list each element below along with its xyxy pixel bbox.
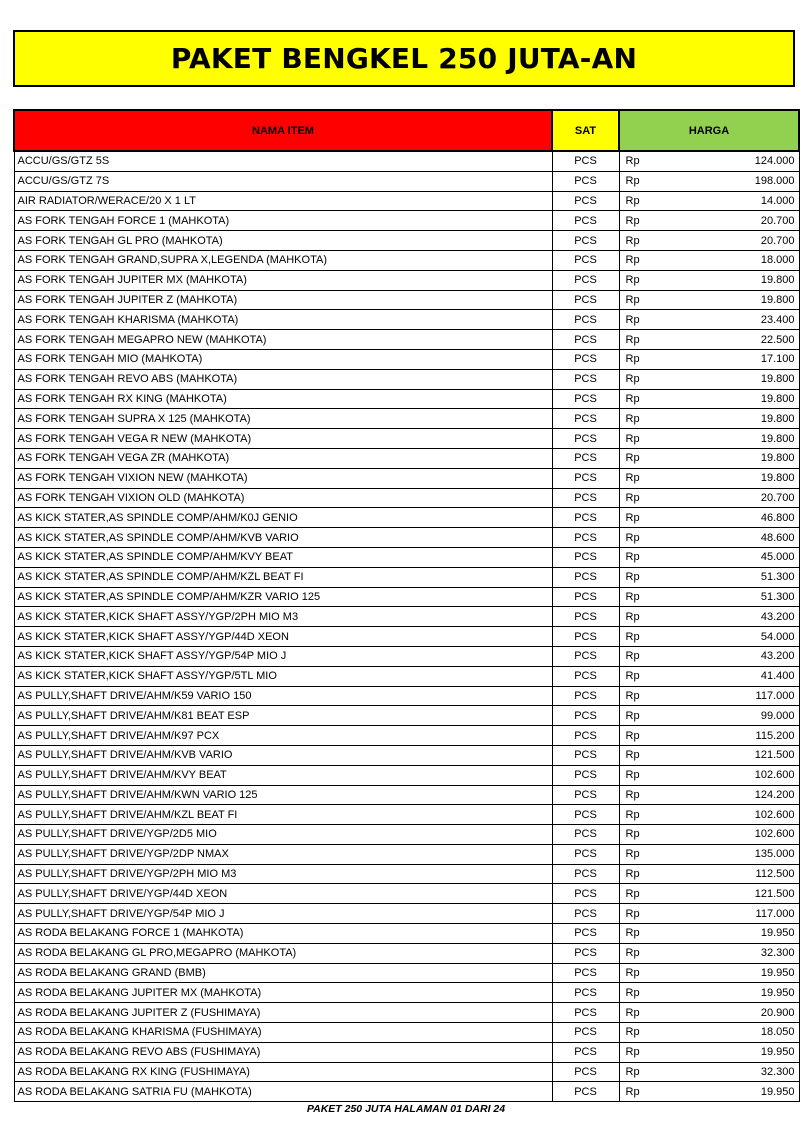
price-cell: 18.000 (669, 250, 799, 270)
currency-cell: Rp (619, 330, 669, 350)
table-row (14, 191, 799, 211)
currency-cell: Rp (619, 706, 669, 726)
price-cell: 124.200 (669, 785, 799, 805)
price-cell: 19.950 (669, 924, 799, 944)
currency-cell: Rp (619, 646, 669, 666)
currency-cell: Rp (619, 666, 669, 686)
unit-cell: PCS (552, 349, 619, 369)
currency-cell: Rp (619, 864, 669, 884)
item-name-cell: AS PULLY,SHAFT DRIVE/AHM/KVB VARIO (14, 745, 552, 765)
table-row (14, 1003, 799, 1023)
item-name-cell: AS RODA BELAKANG FORCE 1 (MAHKOTA) (14, 924, 552, 944)
price-cell: 43.200 (669, 607, 799, 627)
item-name-cell: AS FORK TENGAH GL PRO (MAHKOTA) (14, 231, 552, 251)
item-name-cell: AS KICK STATER,AS SPINDLE COMP/AHM/KZR VARIO 125 (14, 587, 552, 607)
price-cell: 19.800 (669, 389, 799, 409)
table-row (14, 468, 799, 488)
currency-cell: Rp (619, 567, 669, 587)
unit-cell: PCS (552, 646, 619, 666)
table-row (14, 1042, 799, 1062)
table-row (14, 765, 799, 785)
table-row (14, 963, 799, 983)
table-row (14, 646, 799, 666)
table-row (14, 805, 799, 825)
price-cell: 121.500 (669, 884, 799, 904)
table-header-row (14, 110, 799, 151)
currency-cell: Rp (619, 528, 669, 548)
unit-cell: PCS (552, 191, 619, 211)
currency-cell: Rp (619, 1023, 669, 1043)
table-row (14, 666, 799, 686)
item-name-cell: AS RODA BELAKANG REVO ABS (FUSHIMAYA) (14, 1042, 552, 1062)
table-row (14, 151, 799, 171)
unit-cell: PCS (552, 1042, 619, 1062)
table-row (14, 1023, 799, 1043)
table-body (14, 151, 799, 1102)
item-name-cell: AS FORK TENGAH RX KING (MAHKOTA) (14, 389, 552, 409)
price-cell: 41.400 (669, 666, 799, 686)
table-row (14, 567, 799, 587)
table-row (14, 627, 799, 647)
item-name-cell: AS FORK TENGAH REVO ABS (MAHKOTA) (14, 369, 552, 389)
unit-cell: PCS (552, 745, 619, 765)
currency-cell: Rp (619, 1062, 669, 1082)
currency-cell: Rp (619, 369, 669, 389)
price-cell: 19.950 (669, 963, 799, 983)
table-row (14, 488, 799, 508)
item-name-cell: AS RODA BELAKANG GL PRO,MEGAPRO (MAHKOTA) (14, 943, 552, 963)
currency-cell: Rp (619, 1042, 669, 1062)
item-name-cell: AS RODA BELAKANG KHARISMA (FUSHIMAYA) (14, 1023, 552, 1043)
unit-cell: PCS (552, 508, 619, 528)
price-cell: 17.100 (669, 349, 799, 369)
price-cell: 19.950 (669, 983, 799, 1003)
unit-cell: PCS (552, 983, 619, 1003)
table-row (14, 369, 799, 389)
unit-cell: PCS (552, 171, 619, 191)
item-name-cell: AS KICK STATER,AS SPINDLE COMP/AHM/K0J GENIO (14, 508, 552, 528)
table-row (14, 983, 799, 1003)
unit-cell: PCS (552, 607, 619, 627)
currency-cell: Rp (619, 884, 669, 904)
header-sat: SAT (552, 110, 619, 151)
currency-cell: Rp (619, 904, 669, 924)
currency-cell: Rp (619, 825, 669, 845)
currency-cell: Rp (619, 508, 669, 528)
unit-cell: PCS (552, 429, 619, 449)
currency-cell: Rp (619, 191, 669, 211)
unit-cell: PCS (552, 468, 619, 488)
item-name-cell: AS PULLY,SHAFT DRIVE/AHM/K59 VARIO 150 (14, 686, 552, 706)
title-banner (13, 30, 795, 87)
price-cell: 117.000 (669, 904, 799, 924)
currency-cell: Rp (619, 171, 669, 191)
currency-cell: Rp (619, 1082, 669, 1102)
currency-cell: Rp (619, 745, 669, 765)
unit-cell: PCS (552, 1082, 619, 1102)
currency-cell: Rp (619, 429, 669, 449)
currency-cell: Rp (619, 468, 669, 488)
currency-cell: Rp (619, 607, 669, 627)
item-name-cell: AS FORK TENGAH MIO (MAHKOTA) (14, 349, 552, 369)
currency-cell: Rp (619, 310, 669, 330)
table-row (14, 1062, 799, 1082)
unit-cell: PCS (552, 1003, 619, 1023)
price-cell: 18.050 (669, 1023, 799, 1043)
currency-cell: Rp (619, 924, 669, 944)
unit-cell: PCS (552, 528, 619, 548)
currency-cell: Rp (619, 270, 669, 290)
item-name-cell: AS PULLY,SHAFT DRIVE/YGP/2D5 MIO (14, 825, 552, 845)
currency-cell: Rp (619, 943, 669, 963)
unit-cell: PCS (552, 706, 619, 726)
price-cell: 112.500 (669, 864, 799, 884)
price-cell: 19.800 (669, 369, 799, 389)
unit-cell: PCS (552, 844, 619, 864)
table-row (14, 171, 799, 191)
currency-cell: Rp (619, 627, 669, 647)
table-row (14, 349, 799, 369)
currency-cell: Rp (619, 488, 669, 508)
currency-cell: Rp (619, 726, 669, 746)
item-name-cell: AS RODA BELAKANG GRAND (BMB) (14, 963, 552, 983)
price-cell: 54.000 (669, 627, 799, 647)
table-row (14, 211, 799, 231)
header-harga: HARGA (619, 110, 799, 151)
table-row (14, 686, 799, 706)
item-name-cell: AS PULLY,SHAFT DRIVE/AHM/K97 PCX (14, 726, 552, 746)
price-cell: 45.000 (669, 547, 799, 567)
table-row (14, 528, 799, 548)
price-table-container (13, 109, 798, 1102)
item-name-cell: AS PULLY,SHAFT DRIVE/AHM/KZL BEAT FI (14, 805, 552, 825)
item-name-cell: AIR RADIATOR/WERACE/20 X 1 LT (14, 191, 552, 211)
price-cell: 48.600 (669, 528, 799, 548)
table-row (14, 250, 799, 270)
price-cell: 19.950 (669, 1042, 799, 1062)
currency-cell: Rp (619, 389, 669, 409)
item-name-cell: AS PULLY,SHAFT DRIVE/YGP/2DP NMAX (14, 844, 552, 864)
currency-cell: Rp (619, 448, 669, 468)
unit-cell: PCS (552, 211, 619, 231)
unit-cell: PCS (552, 686, 619, 706)
currency-cell: Rp (619, 349, 669, 369)
price-cell: 19.800 (669, 290, 799, 310)
header-nama-item: NAMA ITEM (14, 110, 552, 151)
table-row (14, 864, 799, 884)
price-cell: 46.800 (669, 508, 799, 528)
unit-cell: PCS (552, 963, 619, 983)
table-row (14, 429, 799, 449)
unit-cell: PCS (552, 864, 619, 884)
item-name-cell: AS FORK TENGAH JUPITER MX (MAHKOTA) (14, 270, 552, 290)
table-row (14, 330, 799, 350)
unit-cell: PCS (552, 587, 619, 607)
unit-cell: PCS (552, 825, 619, 845)
table-row (14, 508, 799, 528)
price-cell: 19.800 (669, 270, 799, 290)
unit-cell: PCS (552, 409, 619, 429)
item-name-cell: AS FORK TENGAH VIXION NEW (MAHKOTA) (14, 468, 552, 488)
item-name-cell: AS FORK TENGAH SUPRA X 125 (MAHKOTA) (14, 409, 552, 429)
price-cell: 135.000 (669, 844, 799, 864)
unit-cell: PCS (552, 765, 619, 785)
price-cell: 19.800 (669, 429, 799, 449)
item-name-cell: AS PULLY,SHAFT DRIVE/AHM/KWN VARIO 125 (14, 785, 552, 805)
item-name-cell: AS KICK STATER,KICK SHAFT ASSY/YGP/5TL MIO (14, 666, 552, 686)
unit-cell: PCS (552, 270, 619, 290)
price-cell: 23.400 (669, 310, 799, 330)
table-row (14, 409, 799, 429)
item-name-cell: AS RODA BELAKANG RX KING (FUSHIMAYA) (14, 1062, 552, 1082)
unit-cell: PCS (552, 943, 619, 963)
item-name-cell: AS PULLY,SHAFT DRIVE/YGP/44D XEON (14, 884, 552, 904)
table-row (14, 290, 799, 310)
table-row (14, 924, 799, 944)
item-name-cell: AS KICK STATER,KICK SHAFT ASSY/YGP/44D XEON (14, 627, 552, 647)
unit-cell: PCS (552, 330, 619, 350)
currency-cell: Rp (619, 765, 669, 785)
currency-cell: Rp (619, 409, 669, 429)
item-name-cell: AS FORK TENGAH KHARISMA (MAHKOTA) (14, 310, 552, 330)
price-cell: 22.500 (669, 330, 799, 350)
table-row (14, 607, 799, 627)
unit-cell: PCS (552, 488, 619, 508)
unit-cell: PCS (552, 805, 619, 825)
price-cell: 32.300 (669, 1062, 799, 1082)
table-row (14, 884, 799, 904)
price-cell: 51.300 (669, 587, 799, 607)
table-row (14, 231, 799, 251)
currency-cell: Rp (619, 151, 669, 171)
currency-cell: Rp (619, 983, 669, 1003)
item-name-cell: AS FORK TENGAH FORCE 1 (MAHKOTA) (14, 211, 552, 231)
price-cell: 102.600 (669, 825, 799, 845)
price-cell: 124.000 (669, 151, 799, 171)
currency-cell: Rp (619, 290, 669, 310)
item-name-cell: AS FORK TENGAH MEGAPRO NEW (MAHKOTA) (14, 330, 552, 350)
unit-cell: PCS (552, 666, 619, 686)
item-name-cell: ACCU/GS/GTZ 7S (14, 171, 552, 191)
table-row (14, 745, 799, 765)
price-cell: 20.700 (669, 231, 799, 251)
price-cell: 117.000 (669, 686, 799, 706)
unit-cell: PCS (552, 1062, 619, 1082)
item-name-cell: AS PULLY,SHAFT DRIVE/AHM/KVY BEAT (14, 765, 552, 785)
price-cell: 99.000 (669, 706, 799, 726)
page-title: PAKET BENGKEL 250 JUTA-AN (170, 42, 638, 75)
price-cell: 121.500 (669, 745, 799, 765)
item-name-cell: AS PULLY,SHAFT DRIVE/YGP/2PH MIO M3 (14, 864, 552, 884)
page-footer: PAKET 250 JUTA HALAMAN 01 DARI 24 (306, 1103, 506, 1115)
currency-cell: Rp (619, 231, 669, 251)
item-name-cell: ACCU/GS/GTZ 5S (14, 151, 552, 171)
price-cell: 32.300 (669, 943, 799, 963)
currency-cell: Rp (619, 1003, 669, 1023)
item-name-cell: AS KICK STATER,AS SPINDLE COMP/AHM/KVB VARIO (14, 528, 552, 548)
price-cell: 51.300 (669, 567, 799, 587)
item-name-cell: AS FORK TENGAH VIXION OLD (MAHKOTA) (14, 488, 552, 508)
unit-cell: PCS (552, 369, 619, 389)
table-row (14, 270, 799, 290)
price-cell: 115.200 (669, 726, 799, 746)
currency-cell: Rp (619, 844, 669, 864)
currency-cell: Rp (619, 805, 669, 825)
item-name-cell: AS FORK TENGAH VEGA ZR (MAHKOTA) (14, 448, 552, 468)
table-row (14, 785, 799, 805)
table-row (14, 547, 799, 567)
unit-cell: PCS (552, 726, 619, 746)
price-cell: 102.600 (669, 765, 799, 785)
table-row (14, 448, 799, 468)
table-row (14, 587, 799, 607)
unit-cell: PCS (552, 231, 619, 251)
item-name-cell: AS PULLY,SHAFT DRIVE/YGP/54P MIO J (14, 904, 552, 924)
unit-cell: PCS (552, 290, 619, 310)
price-cell: 43.200 (669, 646, 799, 666)
price-cell: 19.800 (669, 448, 799, 468)
price-cell: 198.000 (669, 171, 799, 191)
currency-cell: Rp (619, 686, 669, 706)
item-name-cell: AS KICK STATER,KICK SHAFT ASSY/YGP/2PH MIO M3 (14, 607, 552, 627)
item-name-cell: AS FORK TENGAH GRAND,SUPRA X,LEGENDA (MAHKOTA) (14, 250, 552, 270)
item-name-cell: AS RODA BELAKANG JUPITER Z (FUSHIMAYA) (14, 1003, 552, 1023)
currency-cell: Rp (619, 785, 669, 805)
item-name-cell: AS FORK TENGAH VEGA R NEW (MAHKOTA) (14, 429, 552, 449)
price-cell: 20.900 (669, 1003, 799, 1023)
item-name-cell: AS KICK STATER,AS SPINDLE COMP/AHM/KVY BEAT (14, 547, 552, 567)
unit-cell: PCS (552, 389, 619, 409)
table-row (14, 389, 799, 409)
item-name-cell: AS KICK STATER,KICK SHAFT ASSY/YGP/54P MIO J (14, 646, 552, 666)
unit-cell: PCS (552, 310, 619, 330)
unit-cell: PCS (552, 1023, 619, 1043)
table-row (14, 1082, 799, 1102)
currency-cell: Rp (619, 250, 669, 270)
item-name-cell: AS RODA BELAKANG SATRIA FU (MAHKOTA) (14, 1082, 552, 1102)
table-row (14, 825, 799, 845)
unit-cell: PCS (552, 884, 619, 904)
unit-cell: PCS (552, 627, 619, 647)
price-cell: 19.800 (669, 409, 799, 429)
table-row (14, 310, 799, 330)
price-cell: 19.800 (669, 468, 799, 488)
table-row (14, 904, 799, 924)
currency-cell: Rp (619, 211, 669, 231)
unit-cell: PCS (552, 924, 619, 944)
table-row (14, 706, 799, 726)
price-cell: 14.000 (669, 191, 799, 211)
unit-cell: PCS (552, 151, 619, 171)
unit-cell: PCS (552, 250, 619, 270)
currency-cell: Rp (619, 963, 669, 983)
price-cell: 20.700 (669, 488, 799, 508)
table-row (14, 844, 799, 864)
price-cell: 20.700 (669, 211, 799, 231)
unit-cell: PCS (552, 448, 619, 468)
currency-cell: Rp (619, 547, 669, 567)
price-cell: 102.600 (669, 805, 799, 825)
table-row (14, 726, 799, 746)
price-table (13, 109, 800, 1102)
item-name-cell: AS PULLY,SHAFT DRIVE/AHM/K81 BEAT ESP (14, 706, 552, 726)
item-name-cell: AS RODA BELAKANG JUPITER MX (MAHKOTA) (14, 983, 552, 1003)
item-name-cell: AS FORK TENGAH JUPITER Z (MAHKOTA) (14, 290, 552, 310)
unit-cell: PCS (552, 547, 619, 567)
currency-cell: Rp (619, 587, 669, 607)
unit-cell: PCS (552, 785, 619, 805)
item-name-cell: AS KICK STATER,AS SPINDLE COMP/AHM/KZL BEAT FI (14, 567, 552, 587)
unit-cell: PCS (552, 567, 619, 587)
unit-cell: PCS (552, 904, 619, 924)
price-cell: 19.950 (669, 1082, 799, 1102)
table-row (14, 943, 799, 963)
